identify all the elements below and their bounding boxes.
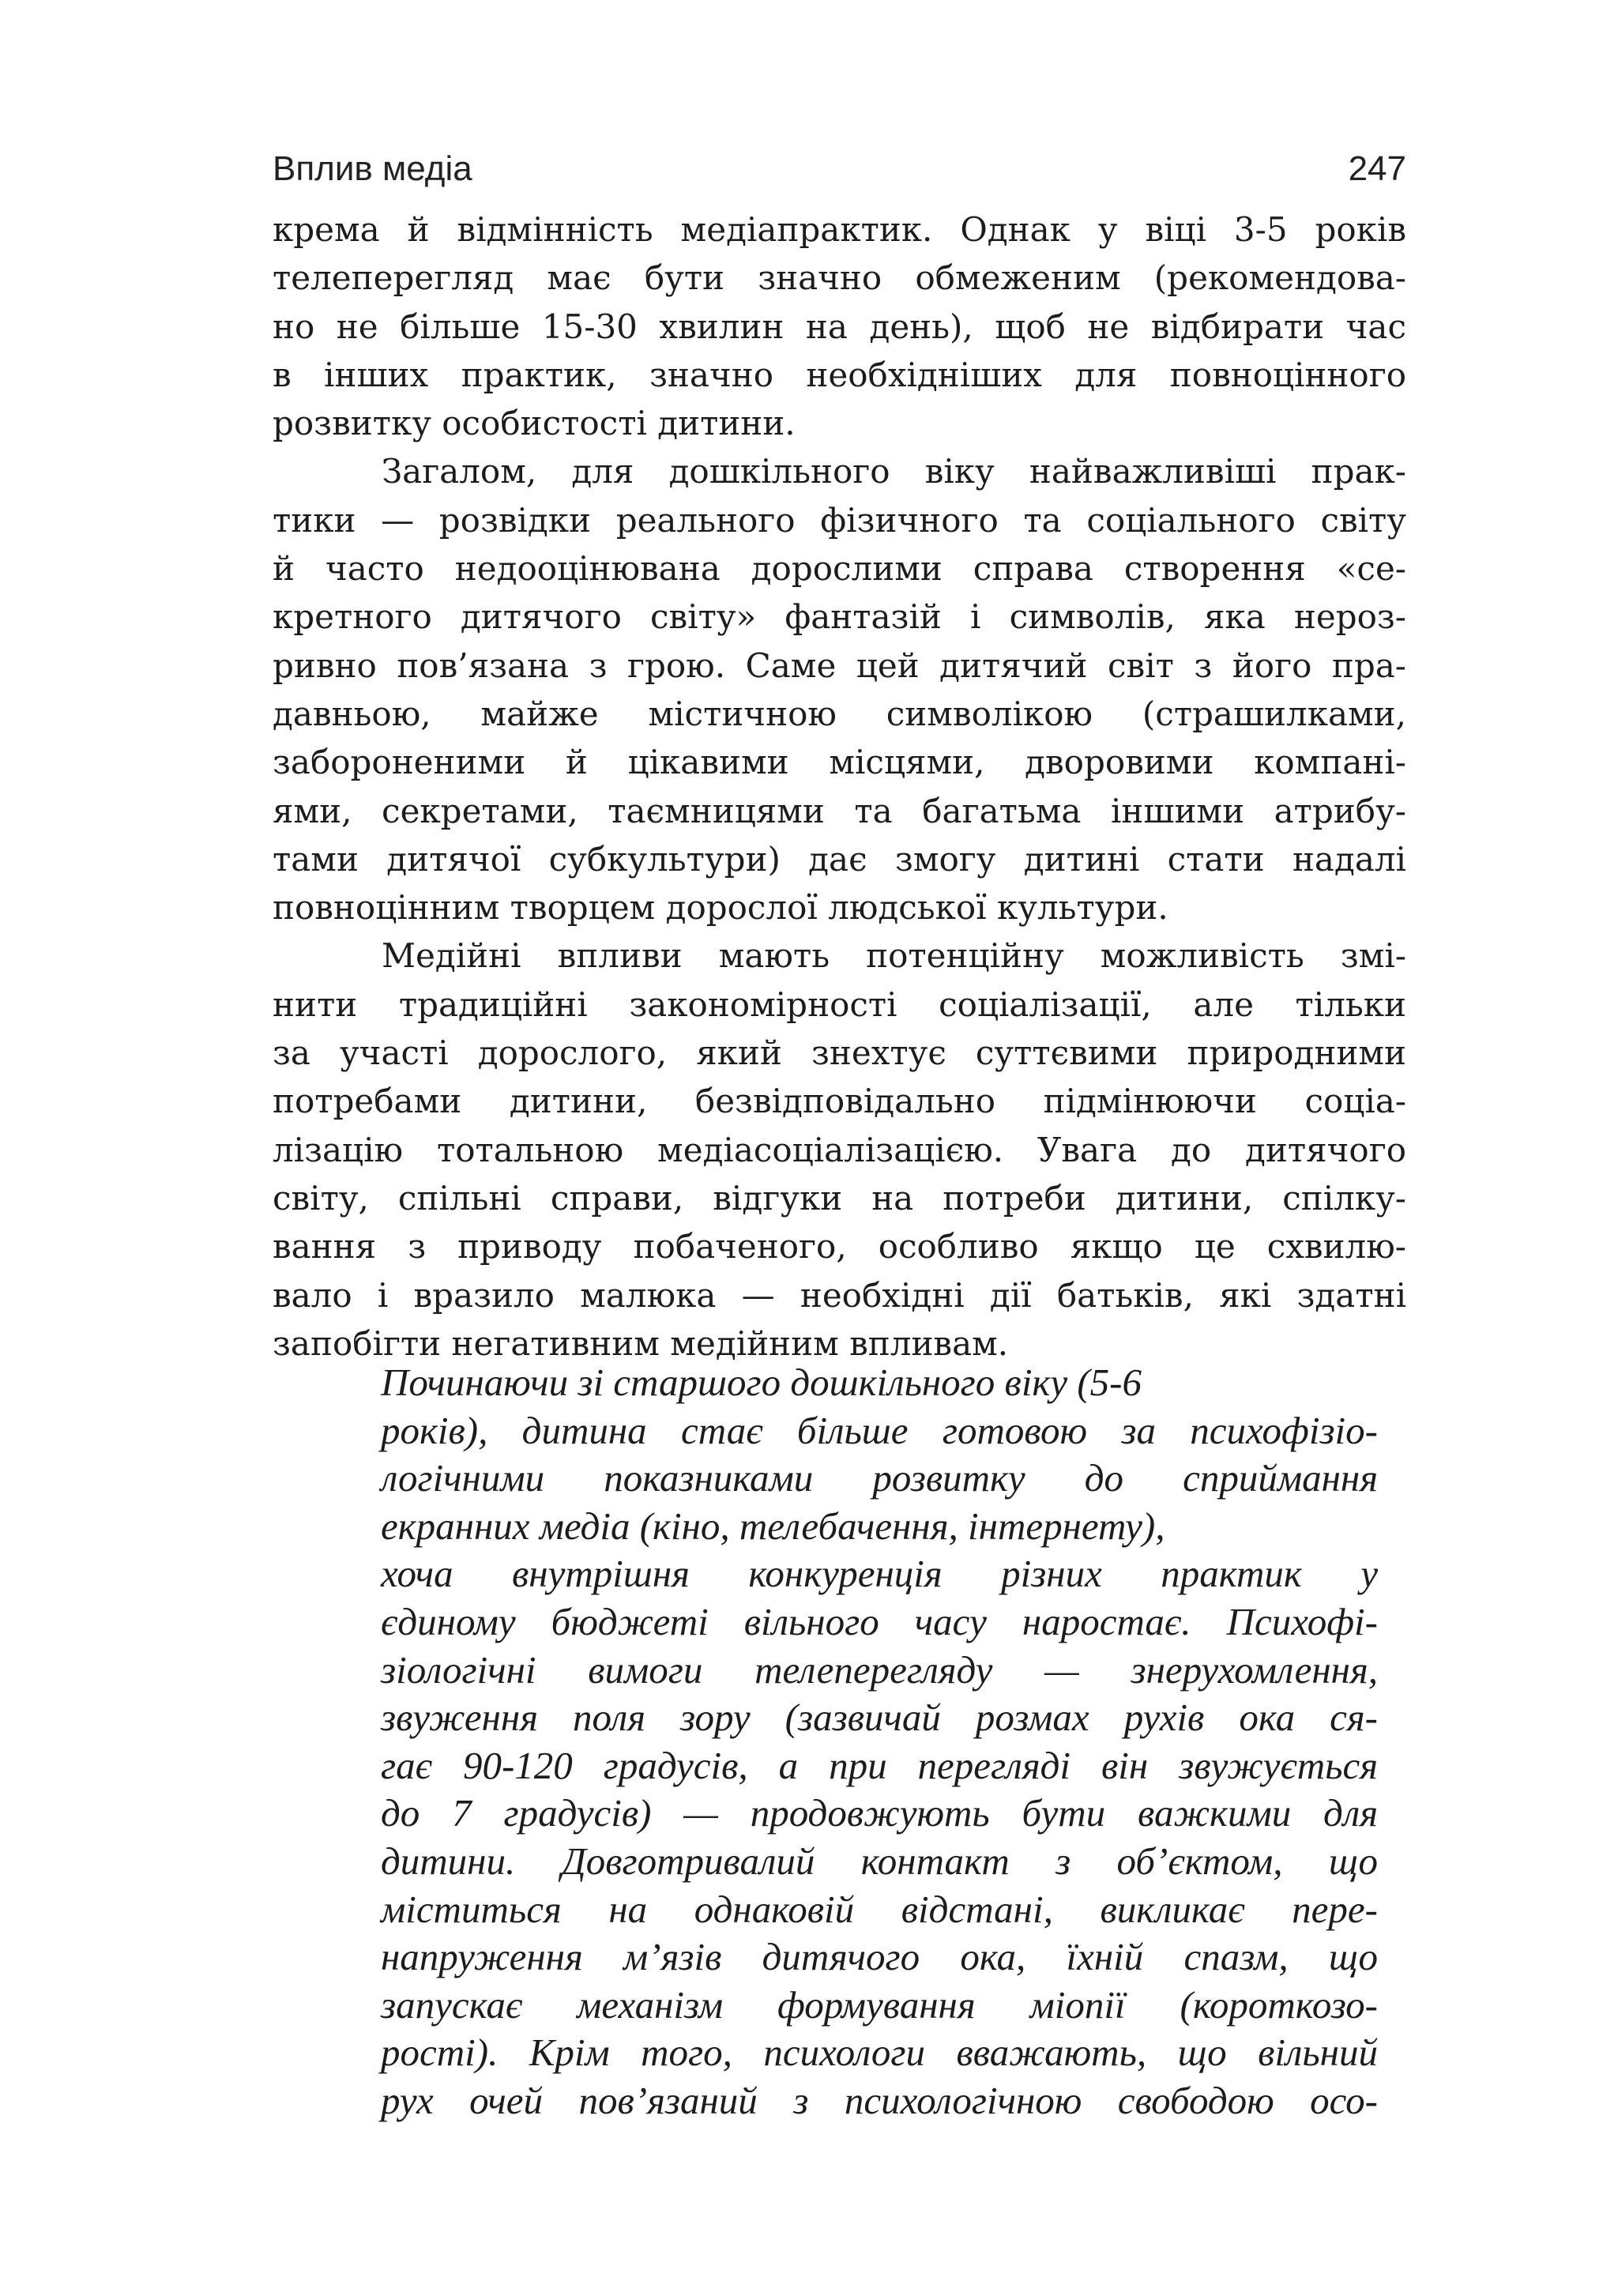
paragraph-3 xyxy=(273,932,1406,1368)
text-line: світу, спільні справи, відгуки на потреби дитини, спілку- xyxy=(273,1178,1406,1218)
quote-line: рості). Крім того, психологи вважають, що вільний xyxy=(381,2031,1378,2075)
paragraph-2 xyxy=(273,447,1406,932)
text-line: вання з приводу побаченого, особливо якщо це схвилю- xyxy=(273,1227,1406,1267)
quote-line: до 7 градусів) — продовжують бути важкими для xyxy=(381,1791,1378,1835)
text-line: розвитку особистості дитини. xyxy=(273,404,796,443)
quote-line: логічними показниками розвитку до сприймання xyxy=(381,1456,1378,1500)
text-line: нити традиційні закономірності соціалізації, але тільки xyxy=(273,984,1406,1024)
quote-line: рух очей пов’язаний з психологічною свободою осо- xyxy=(381,2078,1378,2122)
quote-line: звуження поля зору (зазвичай розмах рухів ока ся- xyxy=(381,1696,1378,1740)
text-line: повноцінним творцем дорослої людської культури. xyxy=(273,888,1168,928)
running-head: Вплив медіа xyxy=(273,149,472,188)
text-line: крема й відмінність медіапрактик. Однак у віці 3-5 років xyxy=(273,210,1406,249)
text-line: Медійні впливи мають потенційну можливість змі- xyxy=(382,936,1406,976)
text-line: тами дитячої субкультури) дає змогу дитині стати надалі xyxy=(273,839,1406,879)
quote-line: запускає механізм формування міопії (короткозо- xyxy=(381,1982,1378,2027)
quote-line: міститься на однаковій відстані, викликає пере- xyxy=(381,1887,1378,1931)
text-line: в інших практик, значно необхідніших для повноцінного xyxy=(273,355,1406,394)
quote-line: дитини. Довготривалий контакт з об’єктом, що xyxy=(381,1839,1378,1883)
text-line: ями, секретами, таємницями та багатьма іншими атрибу- xyxy=(273,791,1406,830)
quote-line: єдиному бюджеті вільного часу наростає. Психофі- xyxy=(381,1599,1378,1643)
quote-line: напруження м’язів дитячого ока, їхній спазм, що xyxy=(381,1935,1378,1979)
text-line: тики — розвідки реального фізичного та соціального світу xyxy=(273,500,1406,540)
text-line: потребами дитини, безвідповідально підмінюючи соціа- xyxy=(273,1082,1406,1121)
body-text xyxy=(273,205,1406,1368)
text-line: лізацію тотальною медіасоціалізацією. Увага до дитячого xyxy=(273,1130,1406,1169)
italic-block-quote xyxy=(381,1359,1378,2125)
quote-line: гає 90-120 градусів, а при перегляді він звужується xyxy=(381,1743,1378,1787)
text-line: запобігти негативним медійним впливам. xyxy=(273,1323,1009,1363)
text-line: вало і вразило малюка — необхідні дії батьків, які здатні xyxy=(273,1275,1406,1315)
quote-line: Починаючи зі старшого дошкільного віку (5-6 xyxy=(381,1361,1142,1404)
quote-line: хоча внутрішня конкуренція різних практик у xyxy=(381,1552,1378,1596)
text-line: й часто недооцінювана дорослими справа створення «се- xyxy=(273,549,1406,589)
text-line: но не більше 15-30 хвилин на день), щоб не відбирати час xyxy=(273,307,1406,346)
text-line: Загалом, для дошкільного віку найважливіші прак- xyxy=(382,452,1406,491)
page-number: 247 xyxy=(1348,149,1406,188)
text-line: ривно пов’язана з грою. Саме цей дитячий світ з його пра- xyxy=(273,646,1406,685)
quote-line: років), дитина стає більше готовою за психофізіо- xyxy=(381,1408,1378,1452)
text-line: за участі дорослого, який знехтує суттєвими природними xyxy=(273,1033,1406,1073)
text-line: телеперегляд має бути значно обмеженим (рекомендова- xyxy=(273,258,1406,298)
quote-line: екранних медіа (кіно, телебачення, інтернету), xyxy=(381,1504,1165,1548)
paragraph-1 xyxy=(273,205,1406,447)
quote-line: зіологічні вимоги телеперегляду — знерухомлення, xyxy=(381,1647,1378,1692)
text-line: давньою, майже містичною символікою (страшилками, xyxy=(273,694,1406,733)
text-line: кретного дитячого світу» фантазій і символів, яка нероз- xyxy=(273,597,1406,637)
text-line: забороненими й цікавими місцями, дворовими компані- xyxy=(273,743,1406,782)
